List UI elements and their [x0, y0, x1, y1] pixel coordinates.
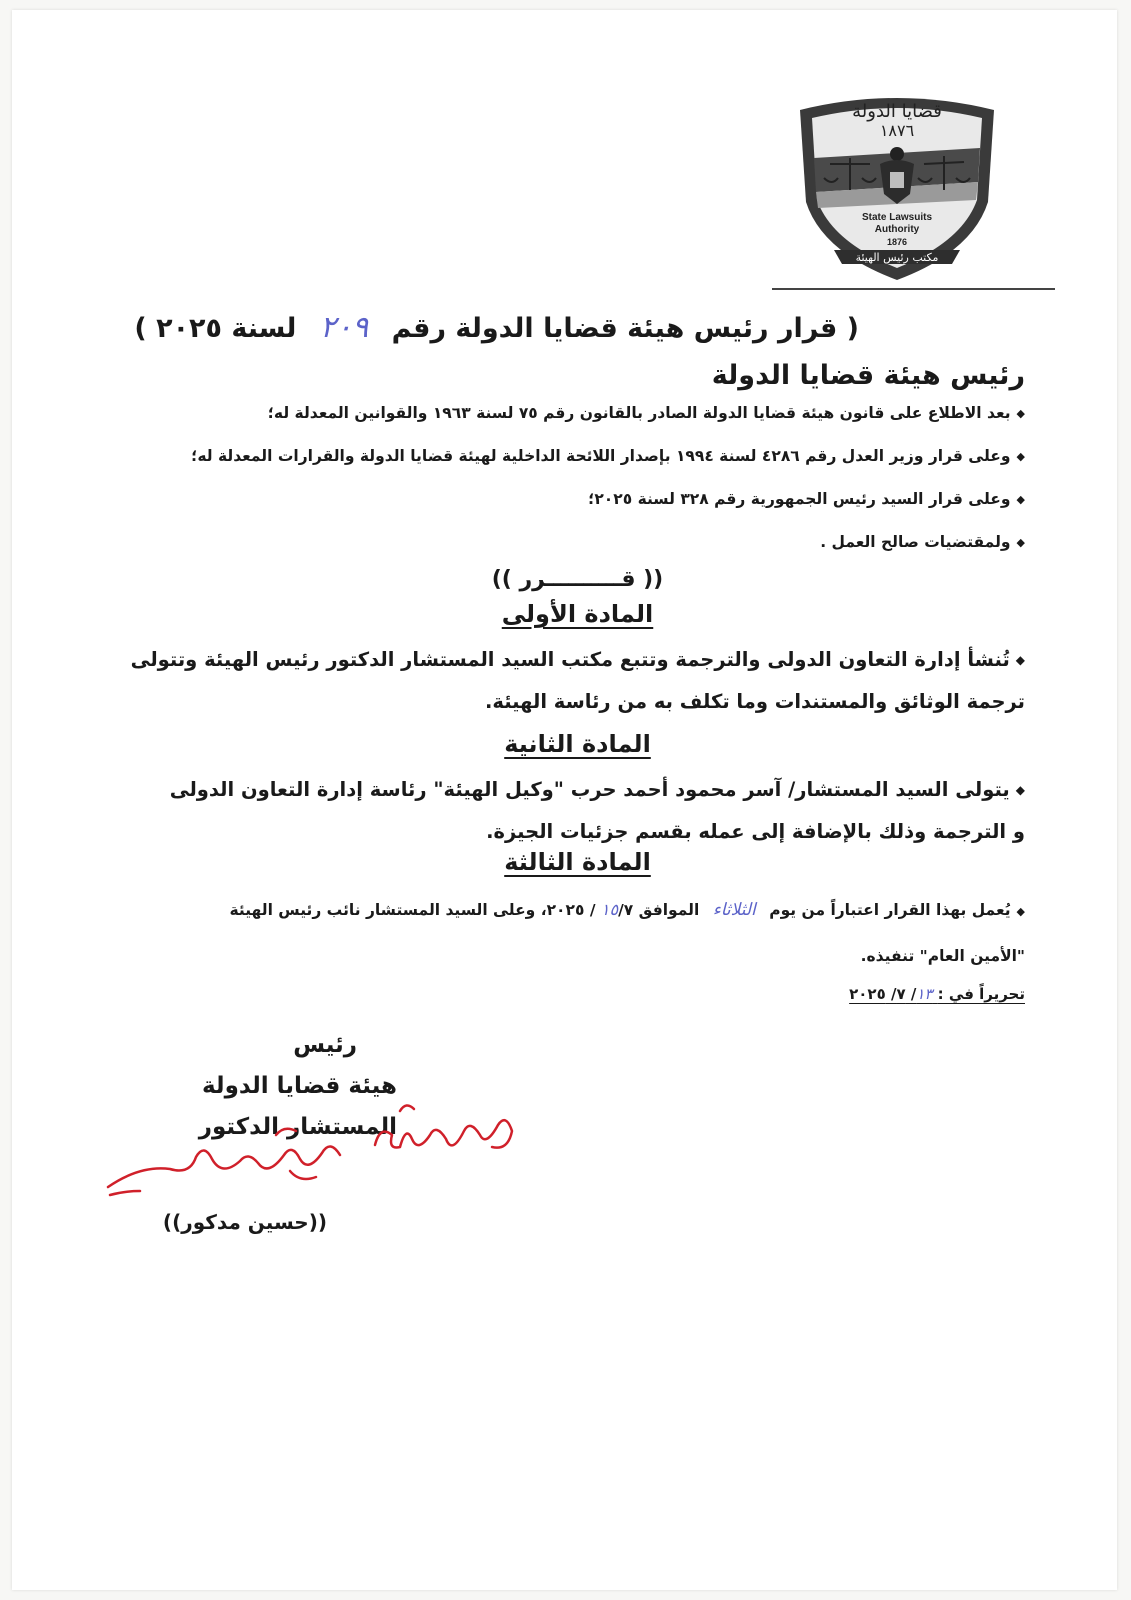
state-lawsuits-authority-emblem: [792, 92, 1002, 282]
emblem-english-name-1: State Lawsuits: [861, 212, 933, 223]
handwritten-signature: [100, 1095, 530, 1205]
issued-day-handwritten: ١٣: [916, 985, 933, 1003]
article-1-line-1: تُنشأ إدارة التعاون الدولى والترجمة وتتبع مكتب السيد المستشار الدكتور رئيس الهيئة وتتولى: [130, 648, 1010, 671]
article-2-heading: المادة الثانية: [504, 730, 651, 758]
diamond-bullet-icon: ◆: [1015, 783, 1025, 797]
decree-title-start: ( قرار رئيس هيئة قضايا الدولة رقم: [391, 313, 859, 344]
day-handwritten: الثلاثاء: [712, 900, 756, 920]
issued-date-rest: / ٧/ ٢٠٢٥: [849, 985, 917, 1003]
issued-date: [849, 985, 1025, 1003]
article-3-heading: المادة الثالثة: [504, 848, 651, 876]
emblem-office: مكتب رئيس الهيئة: [855, 251, 939, 264]
decree-number-handwritten: ٢٠٩: [319, 310, 369, 345]
emblem-year: 1876: [886, 237, 908, 247]
article-2-body: [70, 770, 1025, 852]
signature-title-1: رئيس: [293, 1032, 357, 1058]
diamond-bullet-icon: ◆: [1016, 905, 1025, 918]
header-divider: [772, 288, 1055, 290]
decree-title: [134, 310, 859, 345]
article-3-line-2: "الأمين العام" تنفيذه.: [860, 947, 1025, 965]
preamble-item: ◆ ولمقتضيات صالح العمل .: [820, 533, 1025, 551]
signatory-name: ((حسين مدكور)): [162, 1210, 327, 1234]
article-1-heading: المادة الأولى: [501, 600, 654, 628]
signature-title-2: هيئة قضايا الدولة: [201, 1073, 397, 1099]
preamble-item: ◆ بعد الاطلاع على قانون هيئة قضايا الدولة الصادر بالقانون رقم ٧٥ لسنة ١٩٦٣ والقوانين المعدلة له؛: [268, 404, 1025, 422]
article-2-line-2: و الترجمة وذلك بالإضافة إلى عمله بقسم جزئيات الجيزة.: [486, 820, 1025, 843]
date-day-handwritten: ١٥: [600, 900, 619, 919]
signature-title-3: المستشار الدكتور: [198, 1114, 397, 1140]
article-3-line-1-start: يُعمل بهذا القرار اعتباراً من يوم: [769, 901, 1011, 919]
decree-title-end: لسنة ٢٠٢٥ ): [134, 313, 297, 344]
article-3-body: [65, 888, 1025, 978]
emblem-english-name-2: Authority: [874, 224, 920, 235]
article-1-body: [70, 640, 1025, 722]
article-2-line-1: يتولى السيد المستشار/ آسر محمود أحمد حرب "وكيل الهيئة" رئاسة إدارة التعاون الدولى: [169, 778, 1010, 801]
emblem-arabic-year: ١٨٧٦: [879, 121, 915, 140]
issued-label: تحريراً في :: [937, 985, 1025, 1003]
article-3-line-1-mid: الموافق: [638, 901, 700, 919]
article-3-line-1-end: /٧ / ٢٠٢٥، وعلى السيد المستشار نائب رئيس الهيئة: [229, 901, 634, 919]
preamble-item: ◆ وعلى قرار وزير العدل رقم ٤٢٨٦ لسنة ١٩٩٤ بإصدار اللائحة الداخلية لهيئة قضايا الدولة والقرارات المعدلة له؛: [191, 447, 1025, 465]
preamble-item: ◆ وعلى قرار السيد رئيس الجمهورية رقم ٣٢٨ لسنة ٢٠٢٥؛: [588, 490, 1025, 508]
article-1-line-2: ترجمة الوثائق والمستندات وما تكلف به من رئاسة الهيئة.: [484, 690, 1025, 713]
emblem-arabic-name: قضايا الدولة: [852, 101, 942, 122]
issuer-heading: رئيس هيئة قضايا الدولة: [711, 360, 1025, 391]
diamond-bullet-icon: ◆: [1015, 653, 1025, 667]
decree-heading: (( قــــــــــرر )): [491, 567, 664, 592]
document-page: [12, 10, 1117, 1590]
